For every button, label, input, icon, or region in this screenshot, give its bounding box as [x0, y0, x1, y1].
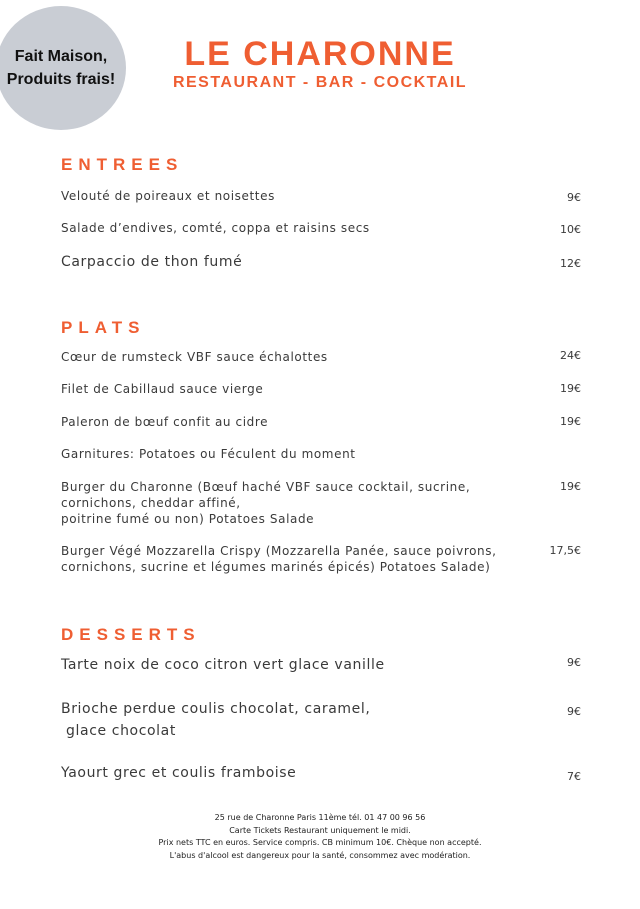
- footer-alcohol-warning: L'abus d'alcool est dangereux pour la santé, consommez avec modération.: [169, 850, 471, 860]
- menu-item: Carpaccio de thon fumé: [61, 254, 243, 270]
- menu-price: 9€: [567, 656, 581, 669]
- restaurant-title: LE CHARONNE: [184, 35, 456, 73]
- footer: [0, 812, 640, 862]
- section-title-desserts: DESSERTS: [61, 625, 201, 644]
- menu-item: Paleron de bœuf confit au cidre: [61, 415, 269, 429]
- menu-price: 9€: [567, 705, 581, 718]
- footer-address: 25 rue de Charonne Paris 11ème tél. 01 47 00 96 56: [214, 813, 426, 822]
- menu-price: 19€: [560, 415, 581, 428]
- footer-prices: Prix nets TTC en euros. Service compris. CB minimum 10€. Chèque non accepté.: [158, 838, 482, 847]
- menu-item: [61, 698, 521, 742]
- menu-price: 10€: [560, 223, 581, 236]
- badge: [0, 6, 126, 130]
- menu-item-line: cornichons, sucrine et légumes marinés épicés) Potatoes Salade): [61, 560, 491, 574]
- footer-tickets: Carte Tickets Restaurant uniquement le midi.: [229, 825, 411, 835]
- menu-price: 7€: [567, 770, 581, 783]
- menu-item-line: glace chocolat: [61, 723, 176, 739]
- menu-item-line: Burger Végé Mozzarella Crispy (Mozzarella Panée, sauce poivrons,: [61, 544, 497, 558]
- menu-price: 19€: [560, 480, 581, 493]
- restaurant-subtitle: RESTAURANT - BAR - COCKTAIL: [172, 74, 468, 91]
- menu-item: Yaourt grec et coulis framboise: [61, 765, 297, 781]
- menu-item-line: Burger du Charonne (Bœuf haché VBF sauce cocktail, sucrine,: [61, 480, 471, 494]
- menu-price: 24€: [560, 349, 581, 362]
- menu-item: [61, 479, 521, 527]
- menu-item: Cœur de rumsteck VBF sauce échalottes: [61, 350, 328, 364]
- menu-item-garnitures: Garnitures: Potatoes ou Féculent du moment: [61, 447, 356, 461]
- badge-text: Fait Maison, Produits frais!: [6, 48, 116, 88]
- menu-price: 9€: [567, 191, 581, 204]
- section-title-plats: PLATS: [61, 318, 146, 337]
- menu-item: Filet de Cabillaud sauce vierge: [61, 382, 264, 396]
- section-title-entrees: ENTREES: [61, 155, 184, 174]
- menu-item-line: cornichons, cheddar affiné,: [61, 496, 241, 510]
- menu-price: 17,5€: [549, 544, 581, 557]
- menu-item: Tarte noix de coco citron vert glace vanille: [61, 657, 385, 673]
- menu-item: Salade d’endives, comté, coppa et raisins secs: [61, 221, 370, 235]
- menu-item-line: poitrine fumé ou non) Potatoes Salade: [61, 512, 315, 526]
- menu-price: 19€: [560, 382, 581, 395]
- menu-item: [61, 543, 531, 575]
- menu-item: Velouté de poireaux et noisettes: [61, 189, 275, 203]
- menu-price: 12€: [560, 257, 581, 270]
- menu-item-line: Brioche perdue coulis chocolat, caramel,: [61, 701, 371, 717]
